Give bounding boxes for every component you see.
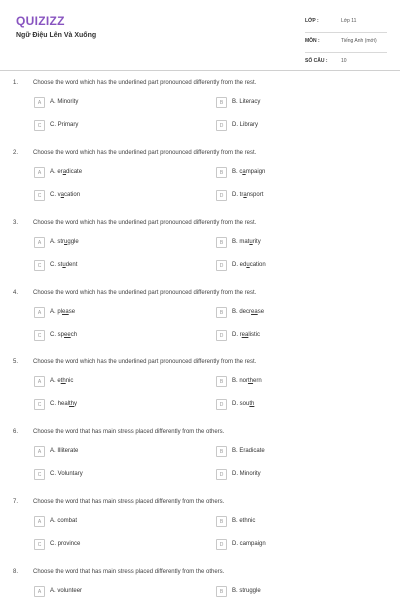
meta-value: Tiếng Anh (mới) [341,38,377,44]
option-text: B. struggle [232,588,261,594]
worksheet-title: Ngữ Điệu Lên Và Xuống [16,32,97,39]
option-letter-box: A [34,167,45,178]
option-letter-box: D [216,399,227,410]
option-text: B. decrease [232,309,265,315]
meta-label: SỐ CÂU : [305,58,328,64]
meta-value: 10 [341,58,347,64]
question-number: 4. [13,290,19,296]
option-text: B. Eradicate [232,448,265,454]
meta-value: Lớp 11 [341,18,357,24]
option-text: B. campaign [232,169,266,175]
option-letter-box: B [216,167,227,178]
question-3 [0,220,400,290]
option-text: D. campaign [232,541,266,547]
option-letter-box: B [216,376,227,387]
option-text: D. Minority [232,471,261,477]
question-6 [0,429,400,499]
option-letter-box: B [216,586,227,597]
option-text: C. province [50,541,81,547]
option-letter-box: B [216,516,227,527]
option-text: D. Library [232,122,259,128]
header-divider [0,70,400,71]
option-letter-box: A [34,586,45,597]
question-7 [0,499,400,569]
option-text: A. volunteer [50,588,83,594]
option-letter-box: C [34,539,45,550]
question-number: 7. [13,499,19,505]
option-letter-box: A [34,516,45,527]
question-number: 5. [13,359,19,365]
quizizz-logo: QUIZIZZ [16,14,65,28]
option-letter-box: D [216,190,227,201]
question-number: 2. [13,150,19,156]
question-prompt: Choose the word which has the underlined part pronounced differently from the rest. [33,359,257,365]
option-text: B. northern [232,378,262,384]
option-text: A. combat [50,518,78,524]
option-text: C. healthy [50,401,78,407]
worksheet-meta [305,13,387,72]
option-letter-box: B [216,97,227,108]
question-prompt: Choose the word that has main stress placed differently from the others. [33,569,225,575]
question-number: 1. [13,80,19,86]
question-8 [0,569,400,600]
option-letter-box: D [216,330,227,341]
option-letter-box: B [216,237,227,248]
option-text: A. struggle [50,239,79,245]
option-text: B. Literacy [232,99,261,105]
option-text: A. please [50,309,76,315]
option-text: D. realistic [232,332,261,338]
option-letter-box: A [34,376,45,387]
question-2 [0,150,400,220]
meta-label: MÔN : [305,38,320,44]
option-letter-box: A [34,237,45,248]
question-number: 6. [13,429,19,435]
question-1 [0,80,400,150]
meta-label: LỚP : [305,18,319,24]
question-prompt: Choose the word that has main stress placed differently from the others. [33,499,225,505]
option-text: B. maturity [232,239,261,245]
question-4 [0,290,400,360]
question-5 [0,359,400,429]
question-prompt: Choose the word which has the underlined part pronounced differently from the rest. [33,150,257,156]
option-letter-box: C [34,399,45,410]
meta-row-subject [305,33,387,53]
option-text: C. speech [50,332,78,338]
option-text: C. Primary [50,122,79,128]
question-prompt: Choose the word that has main stress placed differently from the others. [33,429,225,435]
option-text: C. vacation [50,192,81,198]
question-prompt: Choose the word which has the underlined part pronounced differently from the rest. [33,290,257,296]
option-text: B. ethnic [232,518,256,524]
option-letter-box: B [216,307,227,318]
option-letter-box: D [216,120,227,131]
option-letter-box: A [34,307,45,318]
meta-row-grade [305,13,387,33]
question-prompt: Choose the word which has the underlined part pronounced differently from the rest. [33,80,257,86]
option-letter-box: A [34,97,45,108]
option-text: C. student [50,262,78,268]
option-letter-box: B [216,446,227,457]
option-letter-box: D [216,260,227,271]
question-number: 3. [13,220,19,226]
option-text: A. ethnic [50,378,74,384]
option-text: D. transport [232,192,264,198]
option-letter-box: C [34,190,45,201]
worksheet-header [0,0,400,70]
option-text: C. Voluntary [50,471,83,477]
option-text: A. Minority [50,99,79,105]
question-number: 8. [13,569,19,575]
option-text: D. education [232,262,266,268]
option-letter-box: D [216,539,227,550]
option-text: A. Illiterate [50,448,79,454]
option-text: D. south [232,401,255,407]
option-letter-box: A [34,446,45,457]
option-letter-box: C [34,260,45,271]
option-text: A. eradicate [50,169,83,175]
option-letter-box: C [34,469,45,480]
option-letter-box: D [216,469,227,480]
option-letter-box: C [34,330,45,341]
option-letter-box: C [34,120,45,131]
question-prompt: Choose the word which has the underlined part pronounced differently from the rest. [33,220,257,226]
